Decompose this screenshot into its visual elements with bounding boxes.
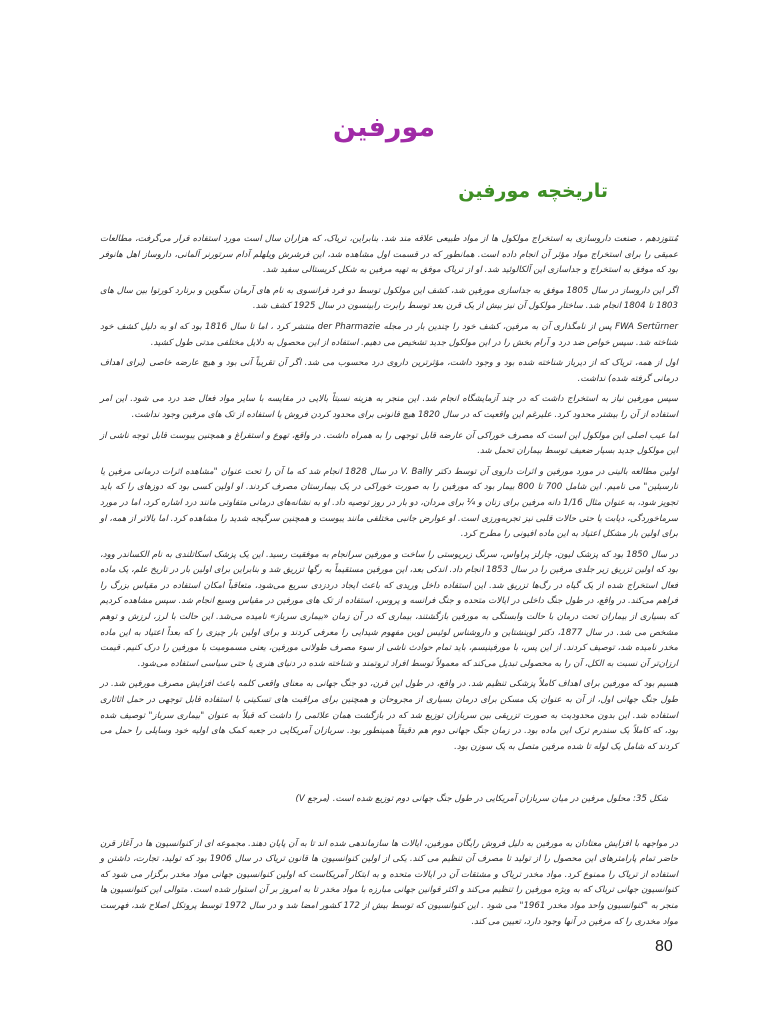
section-heading: تاریخچه مورفین: [458, 180, 608, 202]
paragraph: سپس مورفین نیاز به استخراج داشت که در چند آزمایشگاه انجام شد. این منجر به هزینه نسبتاً بالایی در مقایسه با سایر مواد فعال ضد درد می شود. این امر استفاده از آن را بیشتر محدود کرد. علیرغم این واقعیت که در سال 1820 هیچ قانونی برای محدود کردن فروش یا استفاده از تک های مرفین وجود نداشت.: [100, 394, 678, 420]
body-text-continued: [100, 828, 678, 939]
paragraph: FWA Sertürner پس از نامگذاری آن به مرفین، کشف خود را چندین بار در مجله der Pharmazie منتشر کرد ، اما تا سال 1816 بود که او به دلیل کشف خود شناخته شد. سپس خواص ضد درد و آرام بخش را در این مولکول جدید تشخیص می دهیم. استفاده از این محصول به دلایل مختلفی مدتی طول کشید.: [100, 321, 679, 348]
paragraph: در سال 1850 بود که پزشک لیون، چارلز پراواس، سرنگ زیرپوستی را ساخت و مورفین سرانجام به موفقیت رسید. این یک پزشک اسکاتلندی به نام الکساندر وود، بود که اولین تزریق زیر جلدی مرفین را در سال 1853 انجام داد. اندکی بعد، این مورفین مستقیماً به رگها تزریق شد و بنابراین برای اولین بار در تاریخ علم، یک ماده فعال استخراج شده از یک گیاه در رگ‌ها تزریق شد. این استفاده داخل وریدی که باعث ایجاد دردزدی سریع می‌شود، متعاقباً امکان استفاده در مقیاس بزرگ را فراهم می‌کند. در واقع، در طول جنگ داخلی در ایالات متحده و جنگ فرانسه و پروس، استفاده از تک های مورفین در مقیاس وسیع انجام شد. سپس مشاهده کردیم که بسیاری از بیماران تحت درمان با حالت وابستگی به مورفین بازگشتند، بیماری که در آن زمان «بیماری سرباز» نامیده می‌شد. این حالت با لرز، لرزش و توهم مشخص می شد. در سال 1877، دکتر لوینشتاین و داروشناس لوئیس لوین مفهوم شیدایی را معرفی کردند و برای اولین بار چیزی را که بعداً اعتیاد به این ماده مخدر نامیده شد، توصیف کردند. از این پس، با مورفینیسم، باید تمام حوادث ناشی از سوء مصرف طولانی مورفین، یعنی مسمومیت با مورفین را درک کنیم. قیمت ارزان‌تر آن نسبت به الکل، آن را به محصولی تبدیل می‌کند که معمولاً توسط افراد ثروتمند و شناخته شده در دنیای هنری یا حتی سیاسی استفاده می‌شود.: [100, 549, 678, 669]
paragraph: اما عیب اصلی این مولکول این است که مصرف خوراکی آن عارضه قابل توجهی را به همراه داشت. در واقع، تهوع و استفراغ و همچنین یبوست قابل توجه ناشی از این مولکول جدید بسیار ضعیف توسط بیماران تحمل شد.: [100, 430, 678, 457]
body-text: [100, 232, 678, 760]
paragraph: هسیم بود که مورفین برای اهداف کاملاً پزشکی تنظیم شد. در واقع، در طول این قرن، دو جنگ جهانی به معنای واقعی کلمه باعث افزایش مصرف مورفین شد. در طول جنگ جهانی اول، از آن به عنوان یک مسکن برای درمان بسیاری از مجروحان و همچنین برای مراقبت های تسکینی با استفاده قابل توجهی در حمل اثاثاری استفاده شد. این بدون محدودیت به صورت تزریقی بین سربازان توزیع شد که در بازگشت همان علائمی را داشت که قبلاً به عنوان "بیماری سرباز" توصیف شده بود، که کاملاً یک سندرم ترک این ماده بود. در زمان جنگ جهانی دوم هم دقیقاً همینطور بود. سربازان آمریکایی در جعبه کمک های اولیه خود وسایلی را حمل می کردند که شامل یک لوله تا شده مرفین متصل به یک سوزن بود.: [100, 679, 678, 752]
figure-caption: شکل 35: محلول مرفین در میان سربازان آمریکایی در طول جنگ جهانی دوم توزیع شده است. (مرجع V): [295, 794, 668, 804]
paragraph: اول از همه، تریاک که از دیرباز شناخته شده بود و وجود داشت، مؤثرترین داروی درد محسوب می شد. اگر آن تقریباً آنی بود و هیچ عارضه خاصی (برای اهداف درمانی گرفته شده) نداشت.: [100, 358, 678, 384]
paragraph: مُنتوزدهم ، صنعت داروسازی به استخراج مولکول ها از مواد طبیعی علاقه مند شد. بنابراین، تریاک، که هزاران سال است مورد استفاده قرار می‌گرفت، مطالعات عمیقی را برای استخراج مواد مؤثر آن انجام داده است. همانطور که در قسمت اول مشاهده شد، این فرشرش ویلهلم آدام سرتورنر آلمانی، داروساز اهل هانوفر بود که موفق به استخراج و جداسازی این آلکالوئید شد. او از تریاک موفق به تهیه مرفین به شکل کریستالی سفید شد.: [100, 234, 678, 276]
page-number: 80: [655, 938, 673, 955]
page-title: مورفين: [332, 112, 436, 143]
paragraph: در مواجهه با افزایش معتادان به مورفین به دلیل فروش رایگان مورفین، ایالات ها سازماندهی شده اند تا به آن پایان دهند. مجموعه ای از کنوانسیون ها در آغاز قرن حاضر تمام پارامترهای این محصول را از تولید تا مصرف آن تنظیم می کند. یکی از اولین کنوانسیون ها قانون تریاک در سال 1906 بود که تولید، تجارت، داشتن و استفاده از تریاک را ممنوع کرد. مواد مخدر تریاک و مشتقات آن در ایالات متحده و به ابتکار آمریکاست که اولین کنوانسیون جهانی مواد مخدر برگزار می شود که کنوانسیون جهانی تریاک که به ویژه مورفین را تنظیم می‌کند و اکثر قوانین جهانی مبارزه با مواد مخدر تا به امروز بر آن استوار شده است. متوالی این کنوانسیون ها منجر به "کنوانسیون واحد مواد مخدر 1961" می شود . این کنوانسیون که توسط بیش از 172 کشور امضا شد و در سال 1972 توسط پروتکل اصلاح شد، فهرست مواد مخدری را که مرفین در آنها وجود دارد، تعیین می کند.: [100, 838, 679, 927]
paragraph: اگر این داروساز در سال 1805 موفق به جداسازی مورفین شد، کشف این مولکول توسط دو فرد فرانسوی به نام های آرمان سگوین و برنارد کورتوا بین سال های 1803 تا 1804 انجام شد. ساختار مولکول آن نیز بیش از یک قرن بعد توسط رابرت رابینسون در سال 1925 کشف شد.: [100, 285, 678, 312]
paragraph: اولین مطالعه بالینی در مورد مورفین و اثرات داروی آن توسط دکتر V. Bally در سال 1828 انجام شد که ما آن را تحت عنوان "مشاهده اثرات درمانی مرفین یا نارسیئین" می نامیم. این شامل 700 تا 800 بیمار بود که مورفین را به صورت خوراکی در یک بیمارستان مصرف کردند. او اولین کسی بود که دوزهای را که باید تجویز شود، به عنوان مثال 1/16 دانه مرفین برای زنان و ¼ برای مردان، دو بار در روز توصیه داد. او به نشانه‌های درمانی متفاوتی مانند درد اشاره کرد، اما در مورد سرماخوردگی، دیابت یا حتی حالات قلبی نیز تجربه‌ورزی است. او عوارض جانبی مختلفی مانند یبوست و همچنین سرگیجه شدید را مشاهده کرد. اما بالاتر از همه، او برای اولین بار مشکل اعتیاد به این ماده افیونی را مطرح کرد.: [100, 466, 679, 540]
